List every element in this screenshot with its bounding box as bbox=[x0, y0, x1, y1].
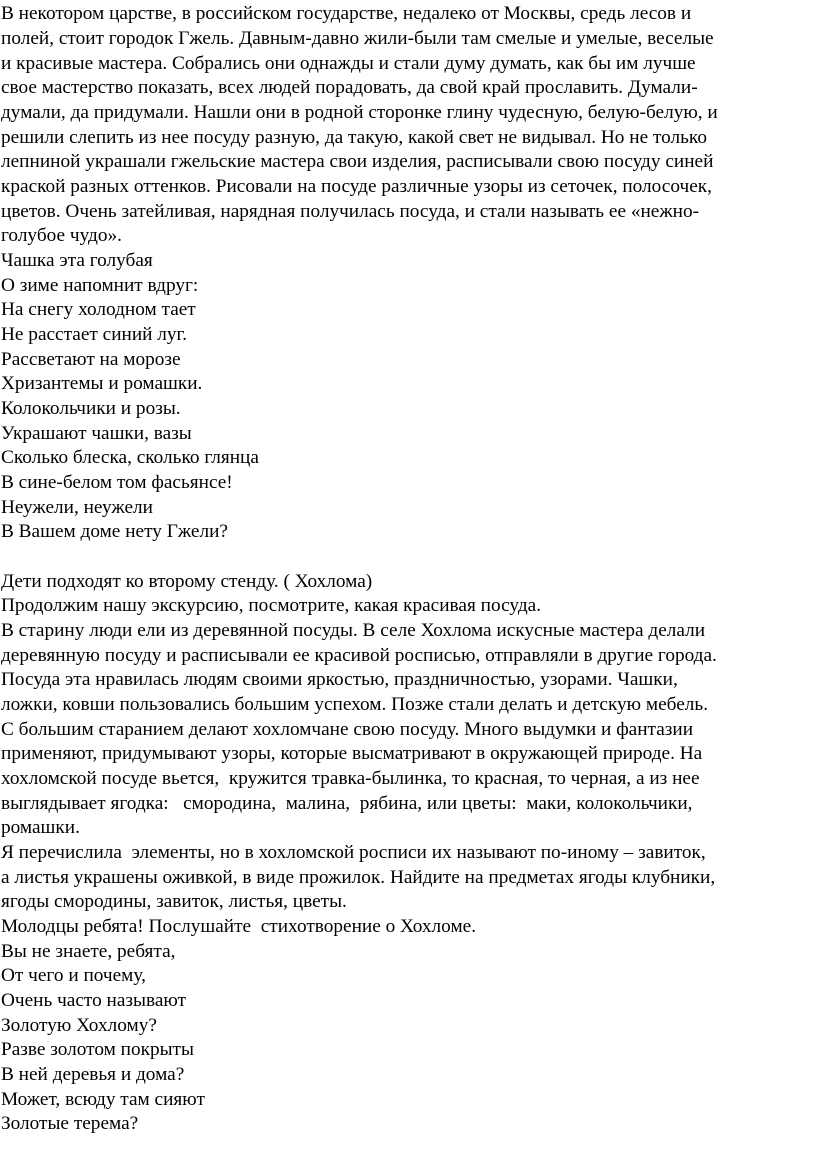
poem-line-9: Сколько блеска, сколько глянца bbox=[1, 447, 259, 468]
text-line-25: Молодцы ребята! Послушайте стихотворение о Хохломе. bbox=[1, 916, 477, 937]
text-line-19: хохломской посуде вьется, кружится травка-былинка, то красная, то черная, а из нее bbox=[1, 768, 700, 789]
poem2-line-7: Может, всюду там сияют bbox=[1, 1089, 205, 1110]
text-line-10: голубое чудо». bbox=[1, 225, 122, 246]
poem2-line-1: Вы не знаете, ребята, bbox=[1, 941, 176, 962]
poem-line-6: Хризантемы и ромашки. bbox=[1, 373, 203, 394]
poem2-line-3: Очень часто называют bbox=[1, 990, 186, 1011]
text-line-6: решили слепить из нее посуду разную, да такую, какой свет не видывал. Но не только bbox=[1, 127, 707, 148]
text-line-21: ромашки. bbox=[1, 817, 80, 838]
text-line-9: цветов. Очень затейливая, нарядная получилась посуда, и стали называть ее «нежно- bbox=[1, 201, 700, 222]
poem-line-11: Неужели, неужели bbox=[1, 497, 153, 518]
poem2-line-8: Золотые терема? bbox=[1, 1113, 139, 1134]
poem-line-10: В сине-белом том фасьянсе! bbox=[1, 472, 233, 493]
poem2-line-4: Золотую Хохлому? bbox=[1, 1015, 157, 1036]
poem2-line-6: В ней деревья и дома? bbox=[1, 1064, 185, 1085]
poem-line-4: Не расстает синий луг. bbox=[1, 324, 188, 345]
poem2-line-5: Разве золотом покрыты bbox=[1, 1039, 194, 1060]
text-line-3: и красивые мастера. Собрались они однажды и стали думу думать, как бы им лучше bbox=[1, 53, 696, 74]
text-line-7: лепниной украшали гжельские мастера свои изделия, расписывали свою посуду синей bbox=[1, 151, 714, 172]
text-line-5: думали, да придумали. Нашли они в родной сторонке глину чудесную, белую-белую, и bbox=[1, 102, 718, 123]
text-line-12: Продолжим нашу экскурсию, посмотрите, какая красивая посуда. bbox=[1, 595, 542, 616]
text-line-24: ягоды смородины, завиток, листья, цветы. bbox=[1, 891, 347, 912]
poem-line-3: На снегу холодном тает bbox=[1, 299, 196, 320]
poem2-line-2: От чего и почему, bbox=[1, 965, 146, 986]
poem-line-7: Колокольчики и розы. bbox=[1, 398, 181, 419]
text-line-18: применяют, придумывают узоры, которые высматривают в окружающей природе. На bbox=[1, 743, 703, 764]
poem-line-12: В Вашем доме нету Гжели? bbox=[1, 521, 228, 542]
poem-line-5: Рассветают на морозе bbox=[1, 349, 181, 370]
text-line-23: а листья украшены оживкой, в виде прожилок. Найдите на предметах ягоды клубники, bbox=[1, 867, 716, 888]
poem-line-8: Украшают чашки, вазы bbox=[1, 423, 192, 444]
text-line-8: краской разных оттенков. Рисовали на посуде различные узоры из сеточек, полосочек, bbox=[1, 176, 712, 197]
text-line-2: полей, стоит городок Гжель. Давным-давно жили-были там смелые и умелые, веселые bbox=[1, 28, 714, 49]
poem-line-2: О зиме напомнит вдруг: bbox=[1, 275, 199, 296]
text-line-4: свое мастерство показать, всех людей порадовать, да свой край прославить. Думали- bbox=[1, 77, 698, 98]
text-line-1: В некотором царстве, в российском государстве, недалеко от Москвы, средь лесов и bbox=[1, 3, 692, 24]
text-line-17: С большим старанием делают хохломчане свою посуду. Много выдумки и фантазии bbox=[1, 719, 694, 740]
poem-line-1: Чашка эта голубая bbox=[1, 250, 153, 271]
text-line-22: Я перечислила элементы, но в хохломской росписи их называют по-иному – завиток, bbox=[1, 842, 706, 863]
text-line-15: Посуда эта нравилась людям своими яркостью, праздничностью, узорами. Чашки, bbox=[1, 669, 678, 690]
text-line-11: Дети подходят ко второму стенду. ( Хохлома) bbox=[1, 571, 373, 592]
text-line-14: деревянную посуду и расписывали ее красивой росписью, отправляли в другие города. bbox=[1, 645, 717, 666]
text-line-13: В старину люди ели из деревянной посуды. В селе Хохлома искусные мастера делали bbox=[1, 620, 706, 641]
text-line-16: ложки, ковши пользовались большим успехом. Позже стали делать и детскую мебель. bbox=[1, 694, 709, 715]
text-line-20: выглядывает ягодка: смородина, малина, рябина, или цветы: маки, колокольчики, bbox=[1, 793, 693, 814]
